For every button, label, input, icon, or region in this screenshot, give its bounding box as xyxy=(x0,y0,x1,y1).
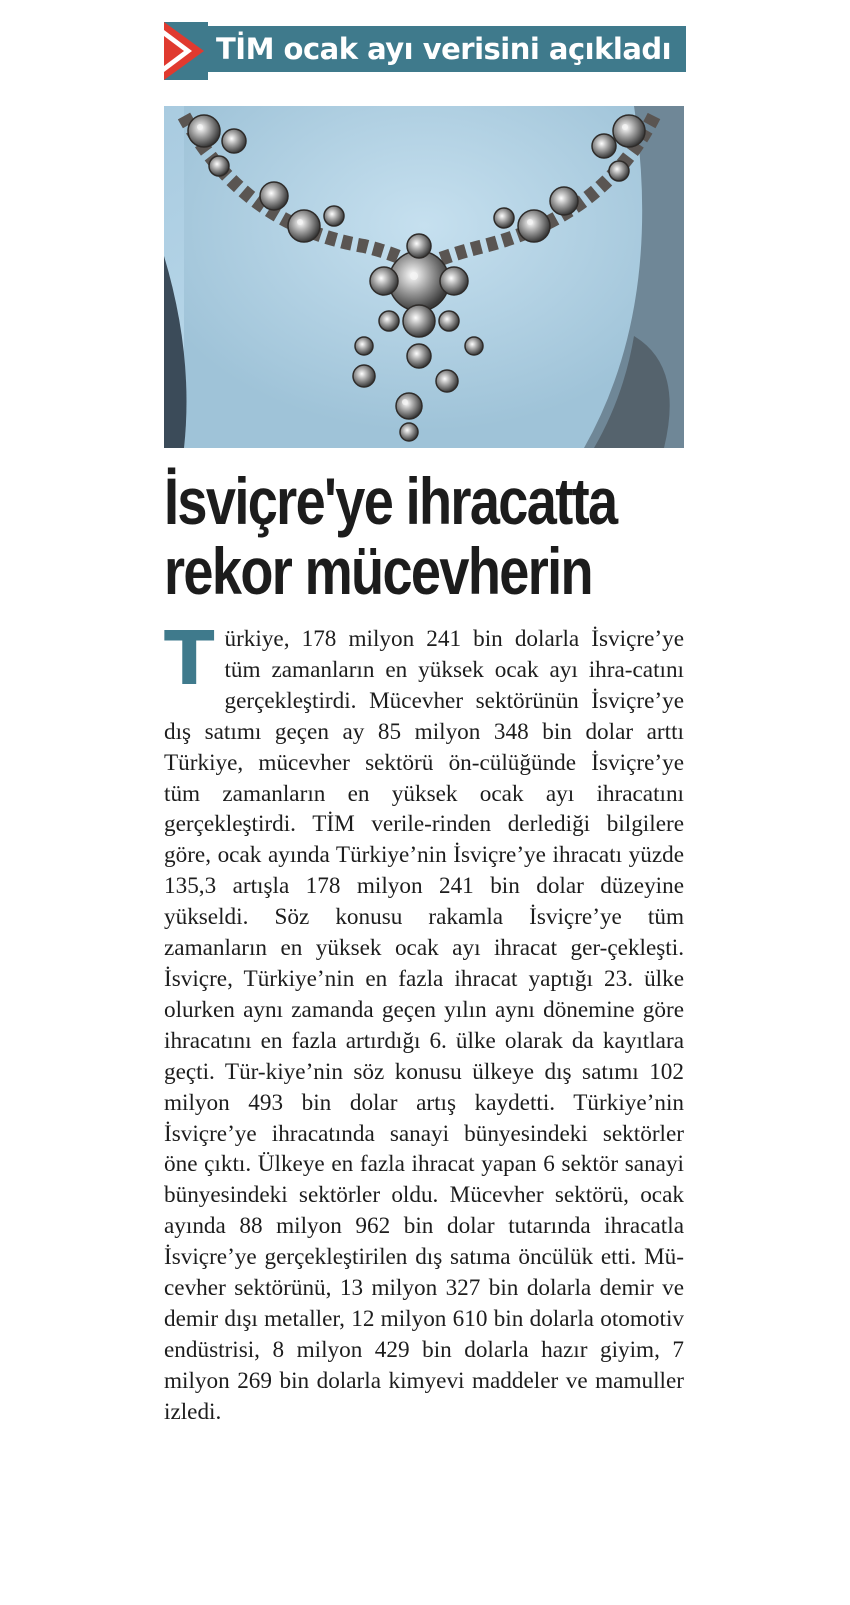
news-article xyxy=(164,22,686,1428)
article-body-text: ürkiye, 178 milyon 241 bin dolarla İsviçre’ye tüm zamanların en yüksek ocak ayı ihra-catını gerçekleştirdi. Mücevher sektörünün İsviçre’ye dış satımı geçen ay 85 milyon 348 bin dolar arttı Türkiye, mücevher sektörü ön-cülüğünde İsviçre’ye tüm zamanların en yüksek ocak ayı ihracatını gerçekleştirdi. TİM verile-rinden derlediği bilgilere göre, ocak ayında Türkiye’nin İsviçre’ye ihracatı yüzde 135,3 artışla 178 milyon 241 bin dolar düzeyine yükseldi. Söz konusu rakamla İsviçre’ye tüm zamanların en yüksek ocak ayı ihracat ger-çekleşti. İsviçre, Türkiye’nin en fazla ihracat yaptığı 23. ülke olurken aynı zamanda geçen yılın aynı dönemine göre ihracatını en fazla artırdığı 6. ülke olarak da kayıtlara geçti. Tür-kiye’nin söz konusu ülkeye dış satımı 102 milyon 493 bin dolar artış kaydetti. Türkiye’nin İsviçre’ye ihracatında sanayi bünyesindeki sektörler öne çıktı. Ülkeye en fazla ihracat yapan 6 sektör sanayi bünyesindeki sektörler oldu. Mücevher sektörü, ocak ayında 88 milyon 962 bin dolar tutarında ihracatla İsviçre’ye gerçekleştirilen dış satıma öncülük etti. Mü-cevher sektörünü, 13 milyon 327 bin dolarla demir ve demir dışı metaller, 12 milyon 610 bin dolarla otomotiv endüstrisi, 8 milyon 429 bin dolarla hazır giyim, 7 milyon 269 bin dolarla kimyevi maddeler ve mamuller izledi. xyxy=(164,626,684,1425)
headline xyxy=(164,466,689,606)
necklace-photo xyxy=(164,106,684,448)
drop-cap: T xyxy=(164,616,215,702)
kicker-bar xyxy=(208,26,686,72)
kicker-title: TİM ocak ayı verisini açıkladı xyxy=(216,32,672,66)
headline-line-1: İsviçre'ye ihracatta xyxy=(164,464,617,538)
headline-line-2: rekor mücevherin xyxy=(164,534,592,608)
article-body xyxy=(164,616,684,1428)
section-kicker xyxy=(164,22,686,80)
arrow-flag-icon xyxy=(164,22,208,80)
